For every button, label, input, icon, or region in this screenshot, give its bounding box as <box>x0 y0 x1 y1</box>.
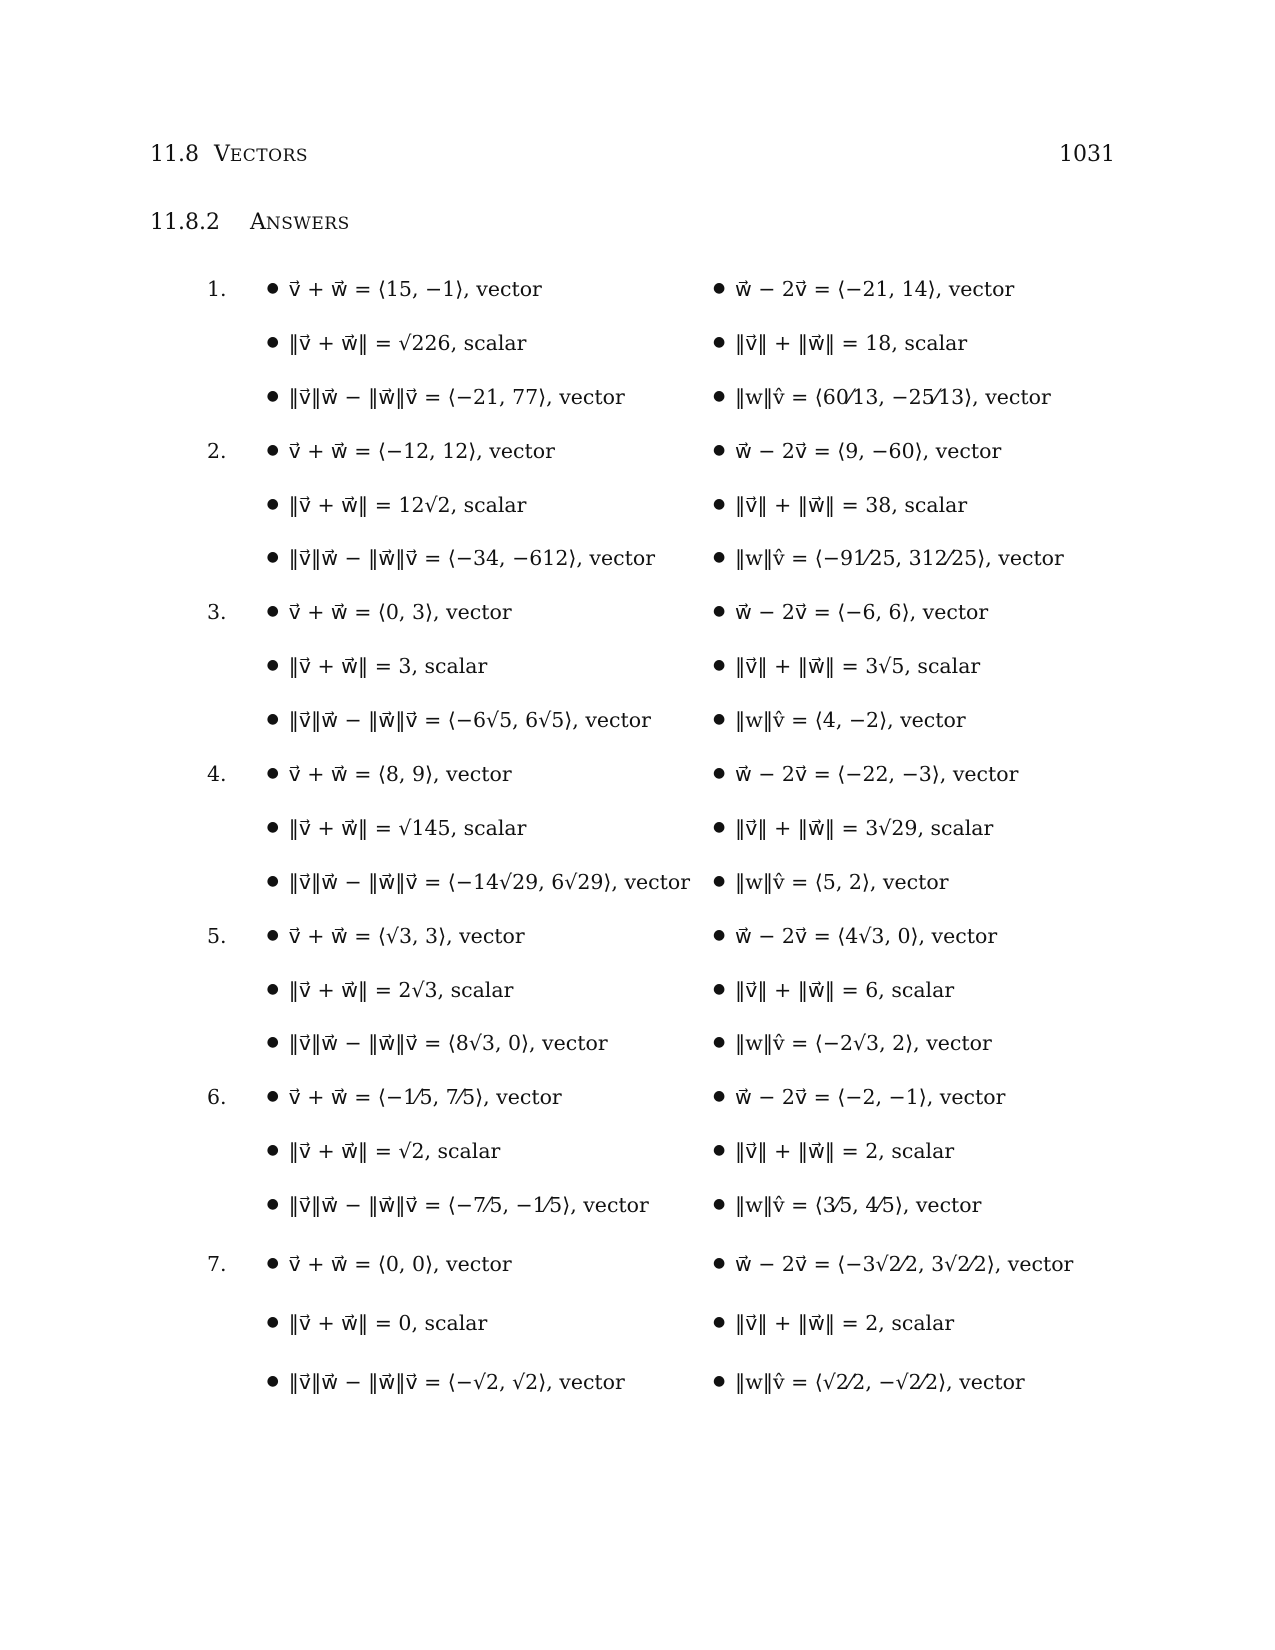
bullet-icon: ● <box>266 279 279 296</box>
answer-right <box>713 1311 1115 1335</box>
bullet-icon: ● <box>266 980 279 997</box>
bullet-icon: ● <box>712 657 726 674</box>
running-head <box>150 142 1115 167</box>
answer-right <box>713 708 1115 732</box>
problem-number: 1. <box>207 276 227 301</box>
answer-left <box>267 708 707 732</box>
answer-row <box>150 1124 1115 1178</box>
answer-row <box>150 1296 1115 1350</box>
bullet-icon: ● <box>712 1196 726 1213</box>
subsection-title-rest: NSWERS <box>265 214 350 234</box>
bullet-icon: ● <box>712 1034 726 1051</box>
problem-item <box>150 909 1115 1071</box>
bullet-icon: ● <box>266 495 279 512</box>
answer-right <box>713 870 1115 894</box>
answer-expression: ‖v⃗‖w⃗ − ‖w⃗‖v⃗ = ⟨−7⁄5, −1⁄5⟩, vector <box>288 1193 649 1218</box>
answer-right <box>713 600 1115 624</box>
answer-row <box>150 963 1115 1017</box>
section-title-rest: ECTORS <box>229 146 309 166</box>
answer-right <box>713 924 1115 948</box>
answer-expression: ‖v⃗‖ + ‖w⃗‖ = 2, scalar <box>734 1139 955 1164</box>
answers-list <box>150 262 1115 1414</box>
answer-right <box>713 331 1115 355</box>
answer-expression: ‖v⃗‖ + ‖w⃗‖ = 38, scalar <box>734 492 968 517</box>
bullet-icon: ● <box>266 333 279 350</box>
answer-left <box>267 762 707 786</box>
answer-right <box>713 762 1115 786</box>
answer-left <box>267 654 707 678</box>
answer-expression: ‖w‖v̂ = ⟨60⁄13, −25⁄13⟩, vector <box>734 384 1051 409</box>
answer-left <box>267 1031 707 1055</box>
answer-row <box>150 1016 1115 1070</box>
answer-right <box>713 654 1115 678</box>
bullet-icon: ● <box>266 387 279 404</box>
answer-expression: ‖v⃗ + w⃗‖ = 12√2, scalar <box>288 492 527 517</box>
bullet-icon: ● <box>712 1372 726 1389</box>
answer-expression: v⃗ + w⃗ = ⟨√3, 3⟩, vector <box>288 923 525 948</box>
answer-expression: ‖w‖v̂ = ⟨−91⁄25, 312⁄25⟩, vector <box>734 546 1064 571</box>
answer-expression: ‖w‖v̂ = ⟨√2⁄2, −√2⁄2⟩, vector <box>734 1369 1025 1394</box>
bullet-icon: ● <box>712 711 726 728</box>
section-title-initial: V <box>213 142 230 167</box>
bullet-icon: ● <box>266 711 279 728</box>
bullet-icon: ● <box>712 333 726 350</box>
subsection-title-initial: A <box>249 210 266 235</box>
bullet-icon: ● <box>712 1088 726 1105</box>
answer-expression: v⃗ + w⃗ = ⟨0, 3⟩, vector <box>288 600 512 625</box>
answer-expression: ‖w‖v̂ = ⟨3⁄5, 4⁄5⟩, vector <box>734 1193 982 1218</box>
bullet-icon: ● <box>712 764 726 781</box>
answer-row <box>150 316 1115 370</box>
bullet-icon: ● <box>266 1142 279 1159</box>
bullet-icon: ● <box>712 603 726 620</box>
problem-item <box>150 1232 1115 1414</box>
subsection-number: 11.8.2 <box>150 210 220 235</box>
answer-right <box>713 439 1115 463</box>
answer-left <box>267 1139 707 1163</box>
answer-expression: v⃗ + w⃗ = ⟨15, −1⟩, vector <box>288 276 542 301</box>
bullet-icon: ● <box>712 279 726 296</box>
bullet-icon: ● <box>712 1142 726 1159</box>
answer-row <box>150 747 1115 801</box>
answer-expression: ‖v⃗‖ + ‖w⃗‖ = 3√29, scalar <box>734 815 994 840</box>
answer-left <box>267 277 707 301</box>
bullet-icon: ● <box>266 764 279 781</box>
answer-expression: v⃗ + w⃗ = ⟨0, 0⟩, vector <box>288 1252 512 1277</box>
answer-expression: ‖v⃗‖w⃗ − ‖w⃗‖v⃗ = ⟨−14√29, 6√29⟩, vector <box>288 869 691 894</box>
answer-right <box>713 385 1115 409</box>
answer-right <box>713 1370 1115 1394</box>
answer-expression: w⃗ − 2v⃗ = ⟨−22, −3⟩, vector <box>734 761 1019 786</box>
answer-row <box>150 424 1115 478</box>
answer-left <box>267 978 707 1002</box>
answer-left <box>267 385 707 409</box>
bullet-icon: ● <box>712 1255 726 1272</box>
bullet-icon: ● <box>266 872 279 889</box>
bullet-icon: ● <box>712 926 726 943</box>
answer-left <box>267 1370 707 1394</box>
bullet-icon: ● <box>266 1034 279 1051</box>
answer-left <box>267 816 707 840</box>
answer-expression: ‖v⃗ + w⃗‖ = √2, scalar <box>288 1139 501 1164</box>
answer-left <box>267 493 707 517</box>
answer-expression: ‖w‖v̂ = ⟨−2√3, 2⟩, vector <box>734 1031 992 1056</box>
answer-row <box>150 801 1115 855</box>
answer-expression: ‖v⃗‖ + ‖w⃗‖ = 18, scalar <box>734 330 968 355</box>
bullet-icon: ● <box>712 872 726 889</box>
answer-right <box>713 546 1115 570</box>
answer-expression: ‖w‖v̂ = ⟨5, 2⟩, vector <box>734 869 949 894</box>
answer-row <box>150 262 1115 316</box>
problem-item <box>150 585 1115 747</box>
answer-right <box>713 1031 1115 1055</box>
bullet-icon: ● <box>712 818 726 835</box>
answer-left <box>267 1311 707 1335</box>
answer-expression: v⃗ + w⃗ = ⟨−12, 12⟩, vector <box>288 438 555 463</box>
answer-right <box>713 493 1115 517</box>
page-number: 1031 <box>1059 142 1115 167</box>
answer-expression: ‖v⃗ + w⃗‖ = √145, scalar <box>288 815 527 840</box>
answer-expression: ‖v⃗‖ + ‖w⃗‖ = 6, scalar <box>734 977 955 1002</box>
bullet-icon: ● <box>266 441 279 458</box>
answer-left <box>267 1193 707 1217</box>
answer-left <box>267 1085 707 1109</box>
answer-left <box>267 546 707 570</box>
answer-left <box>267 439 707 463</box>
answer-expression: ‖v⃗‖w⃗ − ‖w⃗‖v⃗ = ⟨−√2, √2⟩, vector <box>288 1369 625 1394</box>
answer-row <box>150 1178 1115 1232</box>
answer-expression: ‖w‖v̂ = ⟨4, −2⟩, vector <box>734 708 966 733</box>
answer-row <box>150 1350 1115 1414</box>
bullet-icon: ● <box>712 1313 726 1330</box>
answer-row <box>150 909 1115 963</box>
answer-right <box>713 277 1115 301</box>
answer-expression: w⃗ − 2v⃗ = ⟨−6, 6⟩, vector <box>734 600 989 625</box>
answer-left <box>267 870 707 894</box>
bullet-icon: ● <box>266 1313 279 1330</box>
problem-item <box>150 262 1115 424</box>
answer-expression: ‖v⃗‖ + ‖w⃗‖ = 2, scalar <box>734 1310 955 1335</box>
answer-expression: w⃗ − 2v⃗ = ⟨4√3, 0⟩, vector <box>734 923 998 948</box>
problem-number: 5. <box>207 923 227 948</box>
answer-left <box>267 600 707 624</box>
problem-number: 3. <box>207 600 227 625</box>
problem-number: 2. <box>207 438 227 463</box>
problem-item <box>150 1070 1115 1232</box>
answer-row <box>150 1070 1115 1124</box>
answer-expression: ‖v⃗‖w⃗ − ‖w⃗‖v⃗ = ⟨−6√5, 6√5⟩, vector <box>288 708 651 733</box>
answer-expression: w⃗ − 2v⃗ = ⟨−2, −1⟩, vector <box>734 1085 1006 1110</box>
bullet-icon: ● <box>712 980 726 997</box>
answer-row <box>150 531 1115 585</box>
section-heading <box>150 142 308 167</box>
answer-left <box>267 1252 707 1276</box>
answer-row <box>150 693 1115 747</box>
bullet-icon: ● <box>266 549 279 566</box>
answer-row <box>150 478 1115 532</box>
bullet-icon: ● <box>712 387 726 404</box>
bullet-icon: ● <box>712 441 726 458</box>
answer-row <box>150 639 1115 693</box>
answer-right <box>713 1139 1115 1163</box>
answer-row <box>150 855 1115 909</box>
problem-number: 6. <box>207 1085 227 1110</box>
answer-expression: v⃗ + w⃗ = ⟨8, 9⟩, vector <box>288 761 512 786</box>
answer-row <box>150 585 1115 639</box>
answer-expression: w⃗ − 2v⃗ = ⟨9, −60⟩, vector <box>734 438 1002 463</box>
bullet-icon: ● <box>266 818 279 835</box>
bullet-icon: ● <box>266 603 279 620</box>
bullet-icon: ● <box>712 495 726 512</box>
answer-expression: v⃗ + w⃗ = ⟨−1⁄5, 7⁄5⟩, vector <box>288 1085 562 1110</box>
answer-row <box>150 1232 1115 1296</box>
answer-expression: ‖v⃗‖ + ‖w⃗‖ = 3√5, scalar <box>734 654 981 679</box>
answer-expression: ‖v⃗ + w⃗‖ = 0, scalar <box>288 1310 488 1335</box>
answer-right <box>713 1252 1115 1276</box>
answer-expression: ‖v⃗‖w⃗ − ‖w⃗‖v⃗ = ⟨−21, 77⟩, vector <box>288 384 625 409</box>
answer-expression: ‖v⃗‖w⃗ − ‖w⃗‖v⃗ = ⟨8√3, 0⟩, vector <box>288 1031 608 1056</box>
answer-expression: ‖v⃗ + w⃗‖ = √226, scalar <box>288 330 527 355</box>
bullet-icon: ● <box>712 549 726 566</box>
answer-left <box>267 924 707 948</box>
answer-right <box>713 978 1115 1002</box>
answer-right <box>713 1193 1115 1217</box>
bullet-icon: ● <box>266 1196 279 1213</box>
answer-right <box>713 816 1115 840</box>
answer-left <box>267 331 707 355</box>
problem-number: 7. <box>207 1252 227 1277</box>
bullet-icon: ● <box>266 926 279 943</box>
answer-expression: ‖v⃗‖w⃗ − ‖w⃗‖v⃗ = ⟨−34, −612⟩, vector <box>288 546 655 571</box>
section-number: 11.8 <box>150 142 199 167</box>
answer-right <box>713 1085 1115 1109</box>
problem-item <box>150 747 1115 909</box>
problem-number: 4. <box>207 761 227 786</box>
answer-expression: w⃗ − 2v⃗ = ⟨−3√2⁄2, 3√2⁄2⟩, vector <box>734 1252 1074 1277</box>
answer-expression: ‖v⃗ + w⃗‖ = 2√3, scalar <box>288 977 514 1002</box>
bullet-icon: ● <box>266 1372 279 1389</box>
problem-item <box>150 424 1115 586</box>
bullet-icon: ● <box>266 1255 279 1272</box>
answer-expression: ‖v⃗ + w⃗‖ = 3, scalar <box>288 654 488 679</box>
answer-expression: w⃗ − 2v⃗ = ⟨−21, 14⟩, vector <box>734 276 1015 301</box>
answer-row <box>150 370 1115 424</box>
bullet-icon: ● <box>266 657 279 674</box>
subsection-heading <box>150 210 350 235</box>
bullet-icon: ● <box>266 1088 279 1105</box>
